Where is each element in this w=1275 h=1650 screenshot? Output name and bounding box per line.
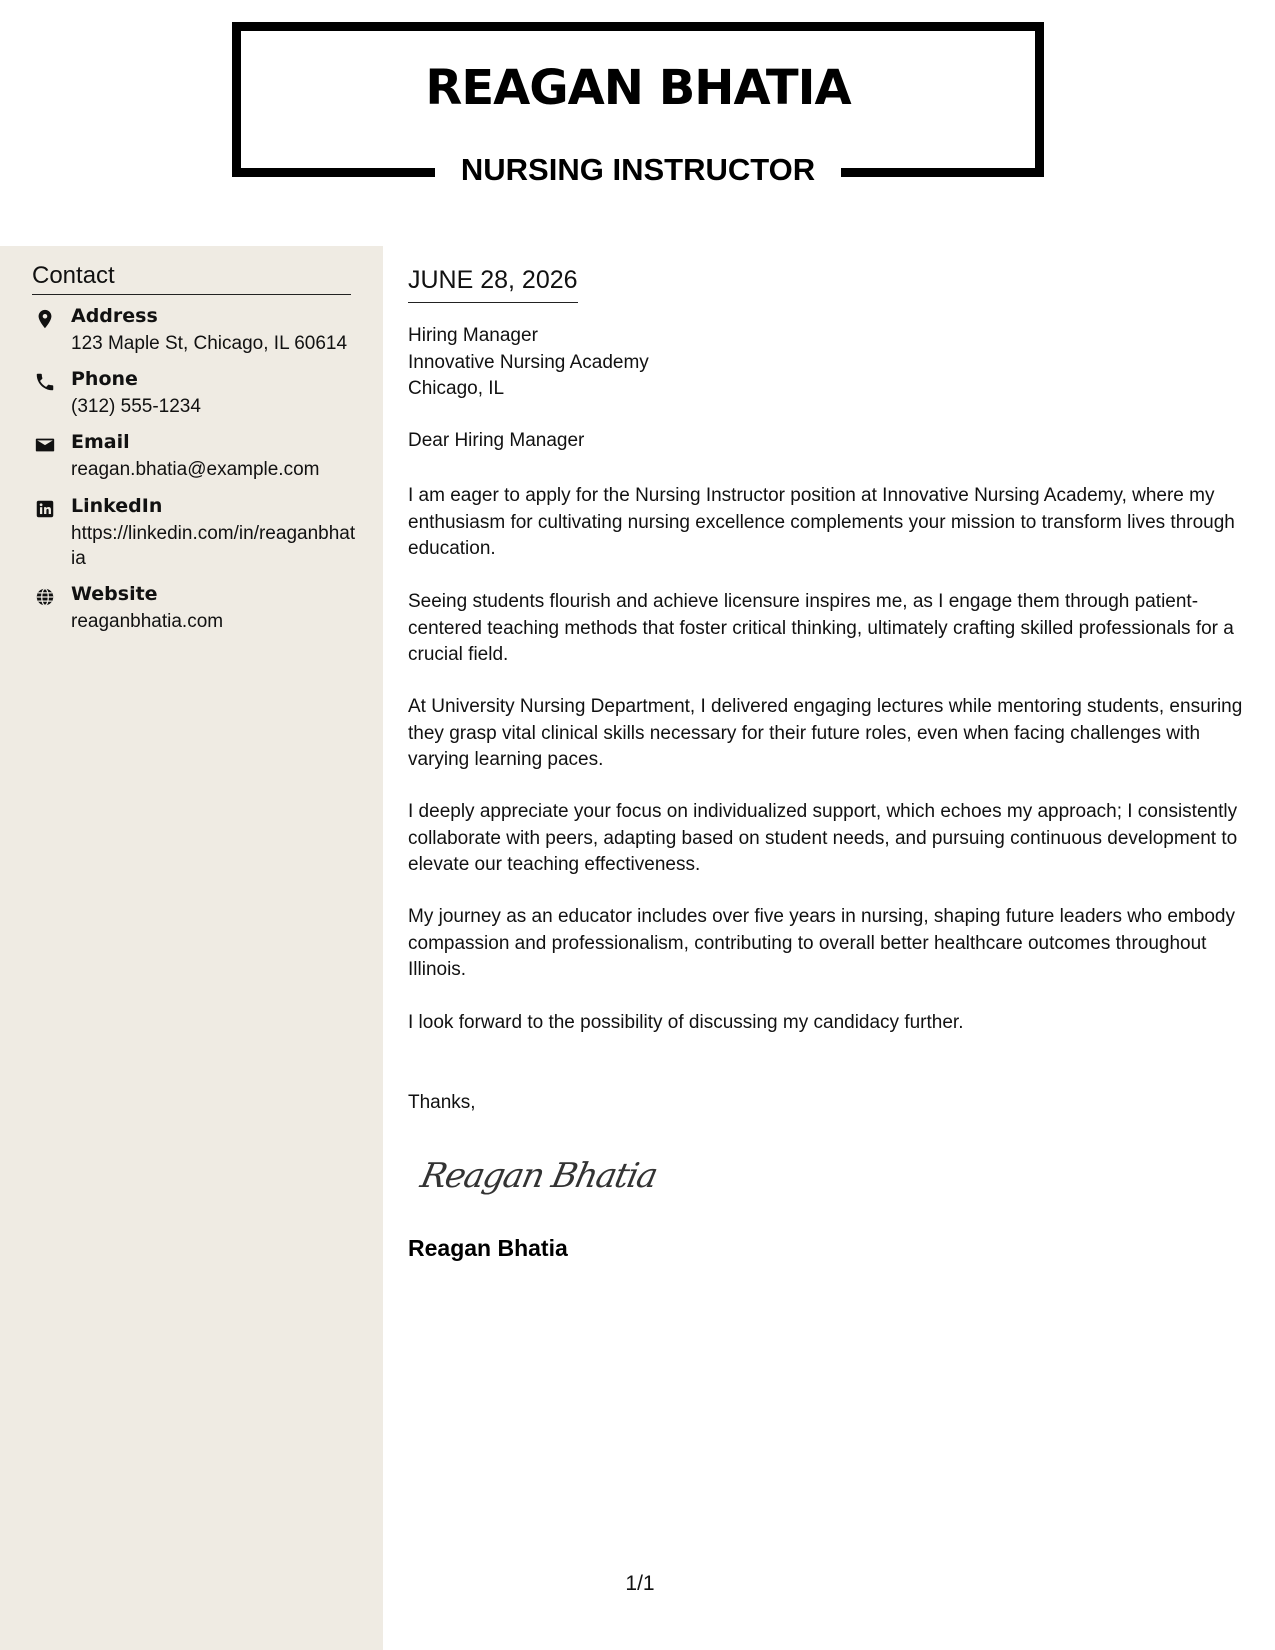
header-frame-bottom-right <box>841 168 1044 177</box>
contact-value: reagan.bhatia@example.com <box>71 459 320 480</box>
letter-paragraph: At University Nursing Department, I delivered engaging lectures while mentoring students, ensuring they grasp vital clinical skills necessary for their future roles, even when facing challenges with varying learning paces. <box>408 696 1243 770</box>
header-frame-bottom-left <box>232 168 435 177</box>
recipient-line: Chicago, IL <box>408 378 505 399</box>
contact-heading: Contact <box>32 262 351 295</box>
recipient-line: Hiring Manager <box>408 325 538 346</box>
job-title: NURSING INSTRUCTOR <box>460 152 816 187</box>
svg-text:Reagan Bhatia: Reagan Bhatia <box>417 1156 662 1196</box>
recipient-block <box>408 323 649 403</box>
contact-label: LinkedIn <box>71 495 163 517</box>
signer-name: Reagan Bhatia <box>408 1235 568 1261</box>
letter-paragraph: My journey as an educator includes over five years in nursing, shaping future leaders who embody compassion and professionalism, contributing to overall better healthcare outcomes throughout Illinois. <box>408 906 1235 980</box>
linkedin-icon <box>34 498 56 520</box>
applicant-name: REAGAN BHATIA <box>425 60 851 116</box>
letter-paragraph: I deeply appreciate your focus on individualized support, which echoes my approach; I consistently collaborate with peers, adapting based on student needs, and pursuing continuous development to elevate our teaching effectiveness. <box>408 801 1238 875</box>
letter-paragraph: I am eager to apply for the Nursing Instructor position at Innovative Nursing Academy, where my enthusiasm for cultivating nursing excellence complements your mission to transform lives through education. <box>408 485 1235 559</box>
contact-value: 123 Maple St, Chicago, IL 60614 <box>71 333 348 354</box>
globe-icon <box>34 586 56 608</box>
page-number: 1/1 <box>625 1572 655 1595</box>
map-pin-icon <box>34 308 56 330</box>
salutation: Dear Hiring Manager <box>408 430 585 451</box>
contact-label: Phone <box>71 368 138 390</box>
letter-paragraph: Seeing students flourish and achieve licensure inspires me, as I engage them through patient-centered teaching methods that foster critical thinking, ultimately crafting skilled professionals for a crucial field. <box>408 591 1234 665</box>
contact-label: Address <box>71 305 158 327</box>
handwritten-signature <box>417 1145 684 1205</box>
contact-label: Website <box>71 583 158 605</box>
letter-paragraph: I look forward to the possibility of discussing my candidacy further. <box>408 1012 964 1033</box>
contact-label: Email <box>71 431 130 453</box>
contact-value: (312) 555-1234 <box>71 396 201 417</box>
letter-date: JUNE 28, 2026 <box>408 266 578 303</box>
envelope-icon <box>34 434 56 456</box>
closing: Thanks, <box>408 1092 476 1113</box>
recipient-line: Innovative Nursing Academy <box>408 351 649 373</box>
contact-value: https://linkedin.com/in/reaganbhatia <box>71 523 356 569</box>
phone-icon <box>34 371 56 393</box>
contact-value: reaganbhatia.com <box>71 611 224 632</box>
